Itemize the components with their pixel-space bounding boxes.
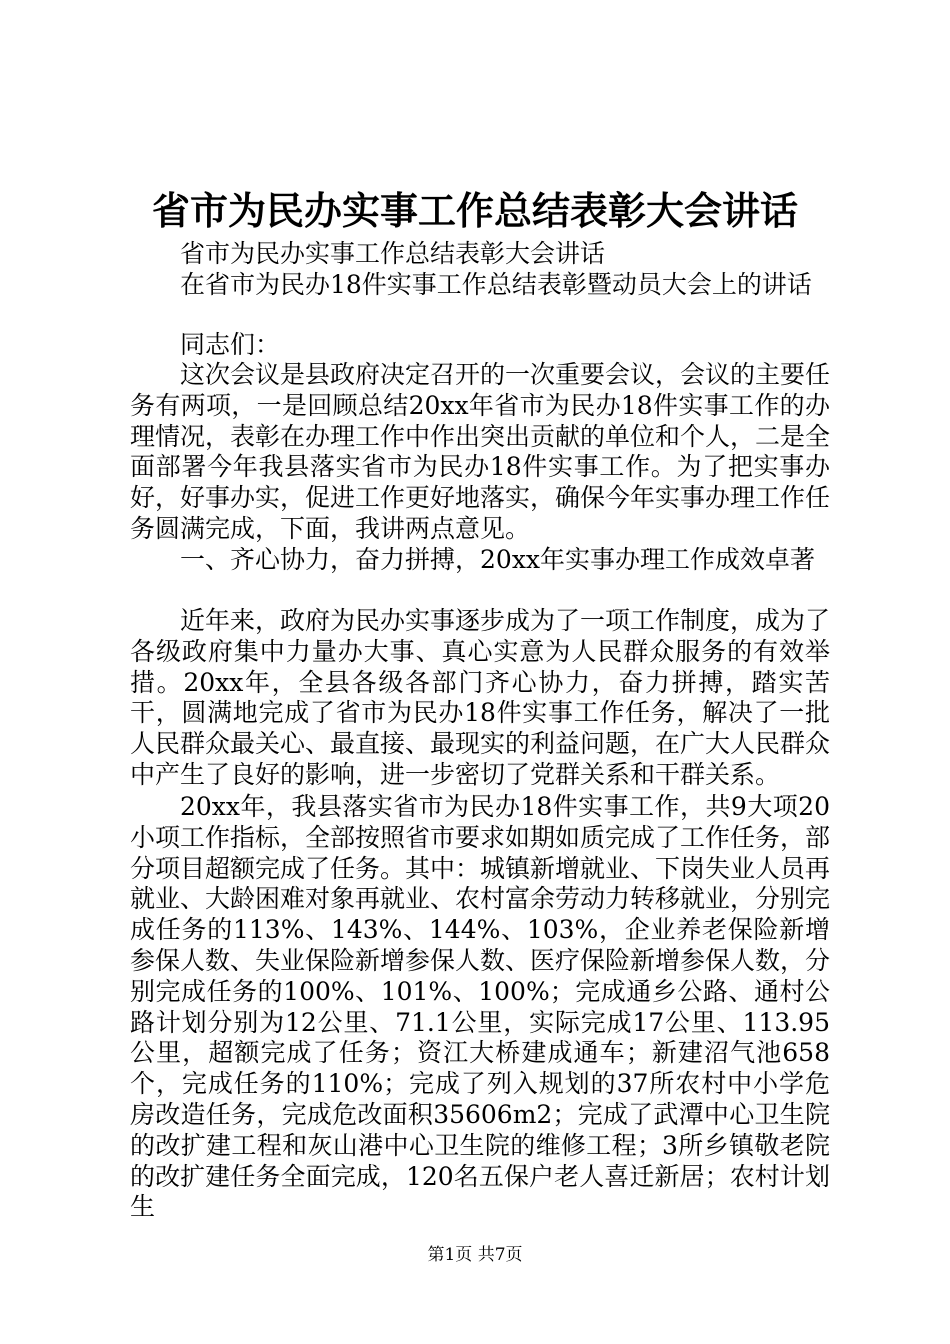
greeting: 同志们：: [180, 330, 281, 359]
section-heading-1: 一、齐心协力，奋力拼搏，20xx年实事办理工作成效卓著: [180, 545, 816, 574]
section-heading-block: [130, 545, 830, 576]
paragraph-3-block: [130, 792, 830, 1223]
greeting-block: [130, 330, 830, 361]
intro-paragraph-block: [130, 360, 830, 545]
subtitle-block: [130, 238, 850, 300]
subtitle-line-1: 省市为民办实事工作总结表彰大会讲话: [180, 239, 606, 268]
paragraph-3: 20xx年，我县落实省市为民办18件实事工作，共9大项20小项工作指标，全部按照省市要求如期如质完成了工作任务，部分项目超额完成了任务。其中：城镇新增就业、下岗失业人员再就业、大龄困难对象再就业、农村富余劳动力转移就业，分别完成任务的113%、143%、144%、103%，企业养老保险新增参保人数、失业保险新增参保人数、医疗保险新增参保人数，分别完成任务的100%、101%、100%；完成通乡公路、通村公路计划分别为12公里、71.1公里，实际完成17公里、113.95公里，超额完成了任务；资江大桥建成通车；新建沼气池658个，完成任务的110%；完成了列入规划的37所农村中小学危房改造任务，完成危改面积35606m2；完成了武潭中心卫生院的改扩建工程和灰山港中心卫生院的维修工程；3所乡镇敬老院的改扩建任务全面完成，120名五保户老人喜迁新居；农村计划生: [130, 792, 831, 1222]
subtitle-line-2: 在省市为民办18件实事工作总结表彰暨动员大会上的讲话: [180, 270, 812, 299]
document-title: 省市为民办实事工作总结表彰大会讲话: [151, 188, 798, 233]
paragraph-2: 近年来，政府为民办实事逐步成为了一项工作制度，成为了各级政府集中力量办大事、真心实意为人民群众服务的有效举措。20xx年，全县各级各部门齐心协力，奋力拼搏，踏实苦干，圆满地完成了省市为民办18件实事工作任务，解决了一批人民群众最关心、最直接、最现实的利益问题，在广大人民群众中产生了良好的影响，进一步密切了党群关系和干群关系。: [130, 606, 831, 789]
paragraph-2-block: [130, 606, 830, 791]
page-footer-indicator: 第1页 共7页: [427, 1245, 523, 1265]
paragraph-intro: 这次会议是县政府决定召开的一次重要会议，会议的主要任务有两项，一是回顾总结20xx年省市为民办18件实事工作的办理情况，表彰在办理工作中作出突出贡献的单位和个人，二是全面部署今年我县落实省市为民办18件实事工作。为了把实事办好，好事办实，促进工作更好地落实，确保今年实事办理工作任务圆满完成，下面，我讲两点意见。: [130, 360, 831, 543]
